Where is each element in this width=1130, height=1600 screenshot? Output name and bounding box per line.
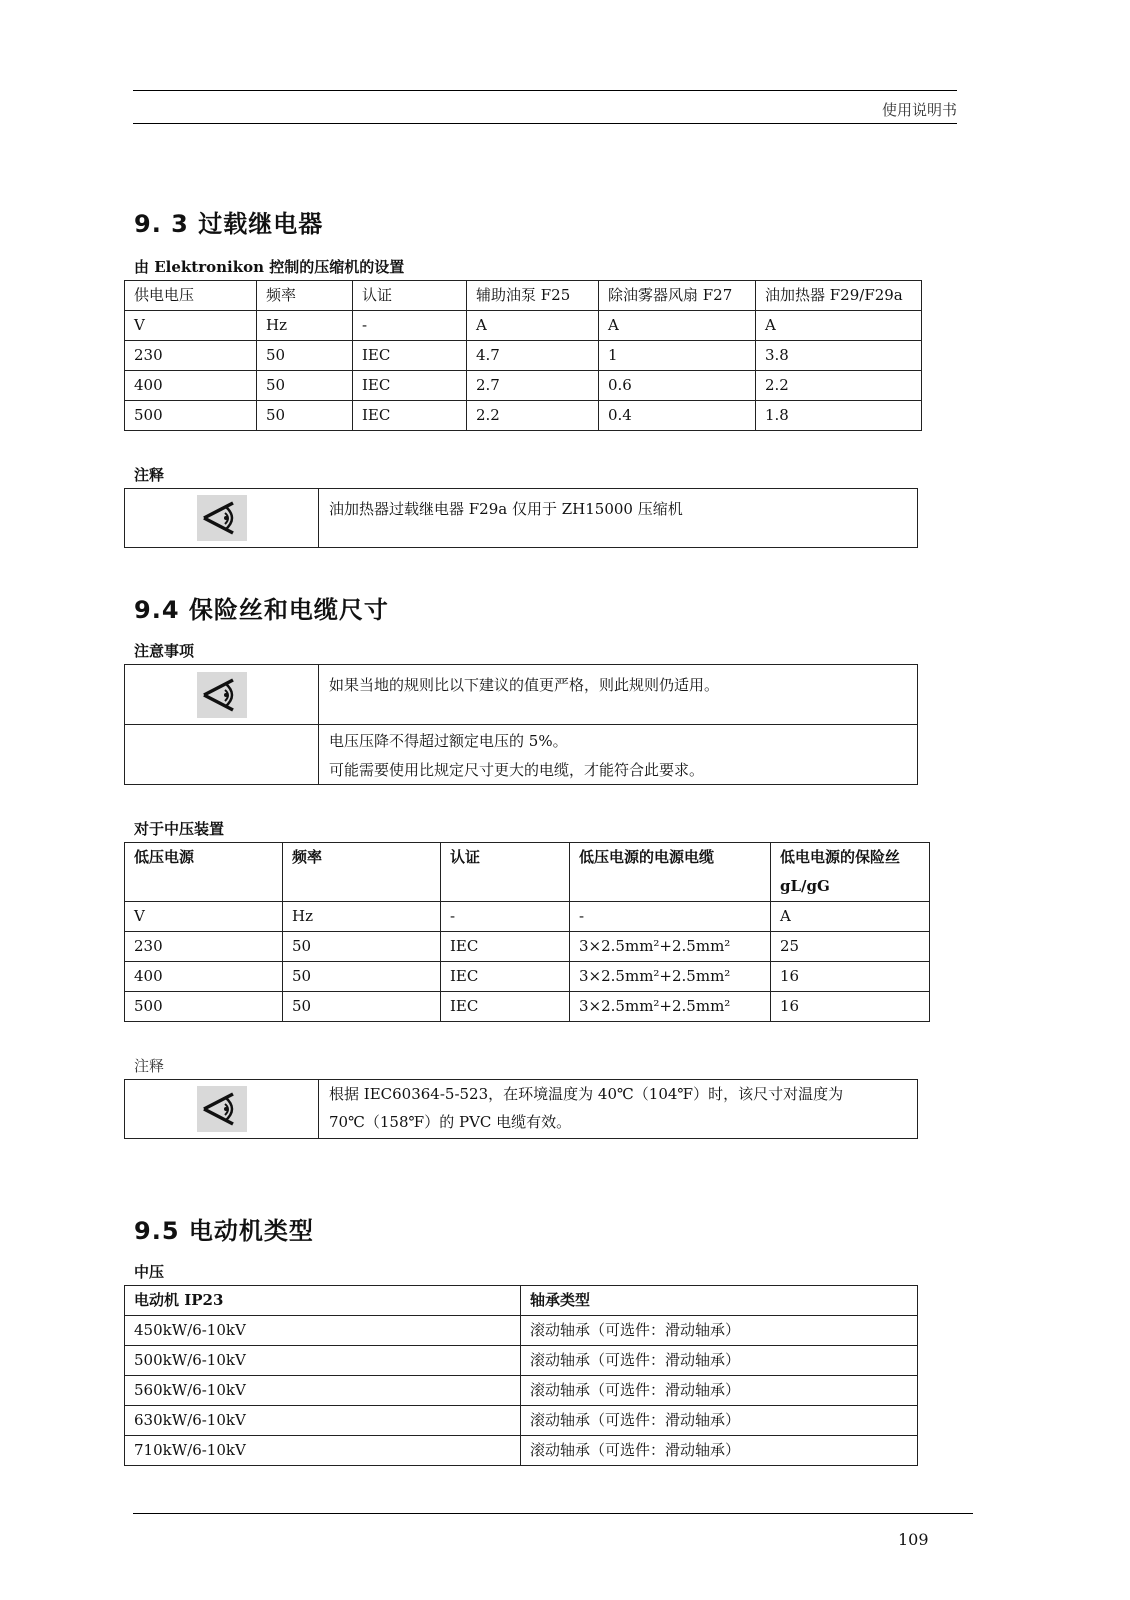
table-cell: 400 [125, 962, 283, 992]
caution-row [125, 665, 917, 724]
section-9-5-heading: 9.5 电动机类型 [134, 1217, 314, 1245]
eye-icon [197, 672, 247, 718]
table-cell: 500 [125, 992, 283, 1022]
table-cell: - [441, 902, 570, 932]
eye-icon [197, 1086, 247, 1132]
table-cell: 450kW/6-10kV [125, 1316, 521, 1346]
table-cell: 16 [771, 992, 930, 1022]
table-header-cell: 频率 [283, 843, 441, 902]
table-header-cell: 供电电压 [125, 281, 257, 311]
table-header-cell: 电动机 IP23 [125, 1286, 521, 1316]
table-cell: 2.2 [467, 401, 599, 431]
table-row [125, 1376, 918, 1406]
table-cell: 25 [771, 932, 930, 962]
table-row [125, 962, 930, 992]
table-header-cell: 低压电源 [125, 843, 283, 902]
table-cell: 3×2.5mm²+2.5mm² [570, 932, 771, 962]
table-cell: 50 [283, 932, 441, 962]
note-icon-cell [125, 665, 319, 724]
table-row [125, 311, 922, 341]
table-cell: A [756, 311, 922, 341]
table-cell: 50 [257, 341, 353, 371]
table-header-row [125, 281, 922, 311]
overload-relay-table [124, 280, 922, 431]
caution-row [125, 724, 917, 784]
table-cell: 滚动轴承（可选件：滑动轴承） [521, 1436, 918, 1466]
table-cell: A [467, 311, 599, 341]
note-text: 根据 IEC60364-5-523，在环境温度为 40℃（104℉）时，该尺寸对温度为 70℃（158℉）的 PVC 电缆有效。 [329, 1085, 844, 1131]
note-icon-cell [125, 489, 319, 547]
table-cell: - [570, 902, 771, 932]
note-icon-cell [125, 1080, 319, 1138]
table-cell: - [353, 311, 467, 341]
table-cell: 16 [771, 962, 930, 992]
table-cell: 50 [257, 401, 353, 431]
note-label: 注释 [134, 466, 165, 484]
table-header-cell: 低压电源的电源电缆 [570, 843, 771, 902]
table-cell: 500kW/6-10kV [125, 1346, 521, 1376]
table-row [125, 992, 930, 1022]
eye-icon [197, 495, 247, 541]
table-header-cell: 除油雾器风扇 F27 [599, 281, 756, 311]
table-cell: 50 [283, 962, 441, 992]
fuse-cable-table [124, 842, 930, 1022]
table-cell: 230 [125, 932, 283, 962]
table-cell: 0.6 [599, 371, 756, 401]
table-cell: 560kW/6-10kV [125, 1376, 521, 1406]
note-text: 油加热器过载继电器 F29a 仅用于 ZH15000 压缩机 [329, 500, 683, 518]
table-cell: 50 [283, 992, 441, 1022]
table-cell: 0.4 [599, 401, 756, 431]
table-cell: 630kW/6-10kV [125, 1406, 521, 1436]
table-header-cell [771, 843, 930, 902]
table-row [125, 1436, 918, 1466]
table-cell: 2.2 [756, 371, 922, 401]
table-cell: 50 [257, 371, 353, 401]
table-header-cell: 认证 [441, 843, 570, 902]
caution-box [124, 664, 918, 785]
header-line: 低电电源的保险丝 [780, 848, 901, 866]
section-9-4-heading: 9.4 保险丝和电缆尺寸 [134, 596, 389, 624]
caution-line: 电压压降不得超过额定电压的 5%。 [329, 732, 568, 750]
table-cell: 2.7 [467, 371, 599, 401]
table-cell: 滚动轴承（可选件：滑动轴承） [521, 1346, 918, 1376]
table-row [125, 902, 930, 932]
footer-rule [133, 1513, 973, 1514]
empty-icon-cell [125, 725, 319, 784]
caution-text [319, 725, 917, 784]
table-header-cell: 频率 [257, 281, 353, 311]
table-cell: 500 [125, 401, 257, 431]
table-cell: V [125, 311, 257, 341]
running-head: 使用说明书 [881, 101, 957, 119]
header-rule-top [133, 90, 957, 91]
section-9-3-caption: 由 Elektronikon 控制的压缩机的设置 [134, 258, 405, 276]
table-row [125, 341, 922, 371]
table-cell: 710kW/6-10kV [125, 1436, 521, 1466]
table-cell: 3×2.5mm²+2.5mm² [570, 992, 771, 1022]
table-cell: IEC [353, 371, 467, 401]
table-cell: A [599, 311, 756, 341]
table-header-row [125, 1286, 918, 1316]
table-cell: 滚动轴承（可选件：滑动轴承） [521, 1376, 918, 1406]
table-cell: Hz [283, 902, 441, 932]
table-cell: 4.7 [467, 341, 599, 371]
note-label: 注释 [134, 1057, 165, 1075]
table-cell: 滚动轴承（可选件：滑动轴承） [521, 1316, 918, 1346]
table-cell: 3×2.5mm²+2.5mm² [570, 962, 771, 992]
table-cell: 230 [125, 341, 257, 371]
section-9-5-caption: 中压 [134, 1263, 165, 1281]
table-cell: 3.8 [756, 341, 922, 371]
table-row [125, 401, 922, 431]
note-box [124, 1079, 918, 1139]
table-cell: 400 [125, 371, 257, 401]
table-row [125, 371, 922, 401]
caution-text: 如果当地的规则比以下建议的值更严格，则此规则仍适用。 [329, 676, 720, 694]
table-cell: IEC [353, 401, 467, 431]
table-cell: 1 [599, 341, 756, 371]
header-line: gL/gG [780, 877, 830, 895]
table-header-cell: 油加热器 F29/F29a [756, 281, 922, 311]
section-9-4-caption: 对于中压装置 [134, 820, 225, 838]
table-cell: 1.8 [756, 401, 922, 431]
table-cell: IEC [441, 932, 570, 962]
section-9-3-heading: 9. 3 过载继电器 [134, 210, 324, 238]
table-header-cell: 辅助油泵 F25 [467, 281, 599, 311]
table-header-row [125, 843, 930, 902]
table-row [125, 932, 930, 962]
caution-label: 注意事项 [134, 642, 195, 660]
table-header-cell: 轴承类型 [521, 1286, 918, 1316]
motor-type-table [124, 1285, 918, 1466]
table-header-cell: 认证 [353, 281, 467, 311]
table-cell: IEC [441, 992, 570, 1022]
table-cell: Hz [257, 311, 353, 341]
table-cell: A [771, 902, 930, 932]
table-row [125, 1316, 918, 1346]
table-cell: IEC [353, 341, 467, 371]
table-cell: IEC [441, 962, 570, 992]
table-row [125, 1346, 918, 1376]
table-cell: V [125, 902, 283, 932]
table-row [125, 1406, 918, 1436]
table-cell: 滚动轴承（可选件：滑动轴承） [521, 1406, 918, 1436]
caution-line: 可能需要使用比规定尺寸更大的电缆，才能符合此要求。 [329, 761, 705, 779]
page-number: 109 [898, 1530, 929, 1549]
header-rule-bottom [133, 123, 957, 124]
note-box [124, 488, 918, 548]
